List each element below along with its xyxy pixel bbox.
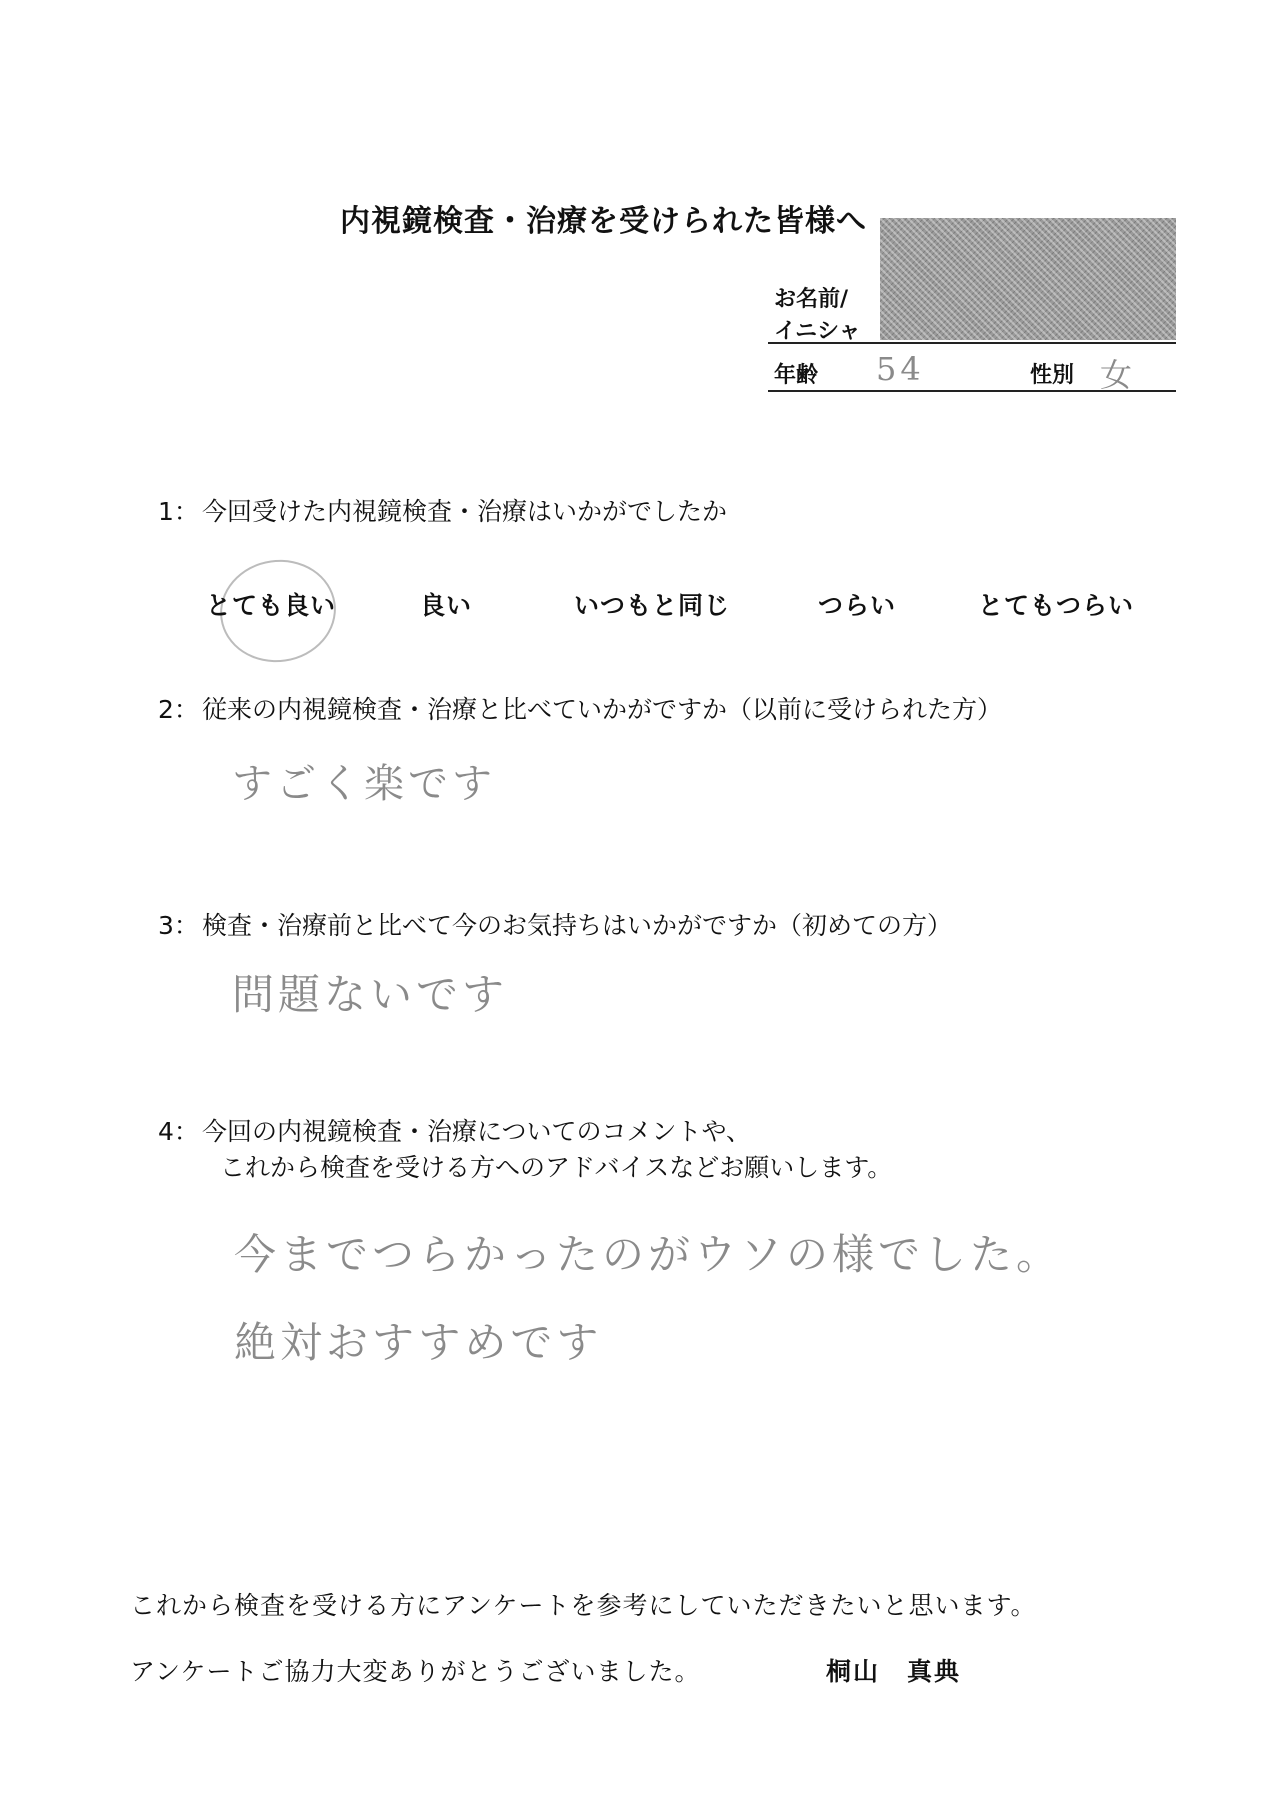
- question-4-text-line1: 今回の内視鏡検査・治療についてのコメントや、: [202, 1117, 752, 1146]
- gender-label: 性別: [1030, 363, 1075, 388]
- question-2-text: 従来の内視鏡検査・治療と比べていかがですか（以前に受けられた方）: [202, 695, 1003, 724]
- question-3-text: 検査・治療前と比べて今のお気持ちはいかがですか（初めての方）: [202, 911, 953, 940]
- age-value: 54: [876, 350, 925, 388]
- option-same-as-usual: いつもと同じ: [574, 591, 731, 620]
- question-4: [158, 1112, 751, 1148]
- option-very-hard: とてもつらい: [978, 591, 1135, 620]
- signature: 桐山 真典: [826, 1657, 962, 1686]
- question-1-number: 1：: [158, 497, 199, 526]
- redacted-name-area: [880, 218, 1176, 340]
- name-underline: [768, 342, 1176, 344]
- option-hard: つらい: [818, 591, 897, 620]
- question-2: [158, 690, 1002, 726]
- name-label: お名前/: [774, 287, 849, 312]
- question-4-text-line2: これから検査を受ける方へのアドバイスなどお願いします。: [220, 1153, 893, 1182]
- age-underline: [768, 390, 1176, 392]
- answer-3: 問題ないです: [232, 970, 509, 1019]
- gender-value: 女: [1100, 356, 1137, 394]
- question-3: [158, 906, 952, 942]
- answer-2: すごく楽です: [232, 761, 496, 807]
- question-2-number: 2：: [158, 695, 199, 724]
- option-very-good: とても良い: [206, 591, 337, 620]
- option-good: 良い: [420, 591, 473, 620]
- answer-4-line2: 絶対おすすめです: [234, 1318, 603, 1367]
- initial-label: イニシャ: [774, 319, 861, 344]
- question-3-number: 3：: [158, 911, 199, 940]
- footer-thanks: アンケートご協力大変ありがとうございました。: [130, 1657, 701, 1686]
- footer-request: これから検査を受ける方にアンケートを参考にしていただきたいと思います。: [130, 1591, 1037, 1620]
- age-label: 年齢: [774, 363, 819, 388]
- question-1: [158, 492, 727, 528]
- page-title: 内視鏡検査・治療を受けられた皆様へ: [340, 204, 867, 239]
- answer-4-line1: 今までつらかったのがウソの様でした。: [234, 1230, 1063, 1279]
- question-1-text: 今回受けた内視鏡検査・治療はいかがでしたか: [202, 497, 728, 526]
- question-4-number: 4：: [158, 1117, 199, 1146]
